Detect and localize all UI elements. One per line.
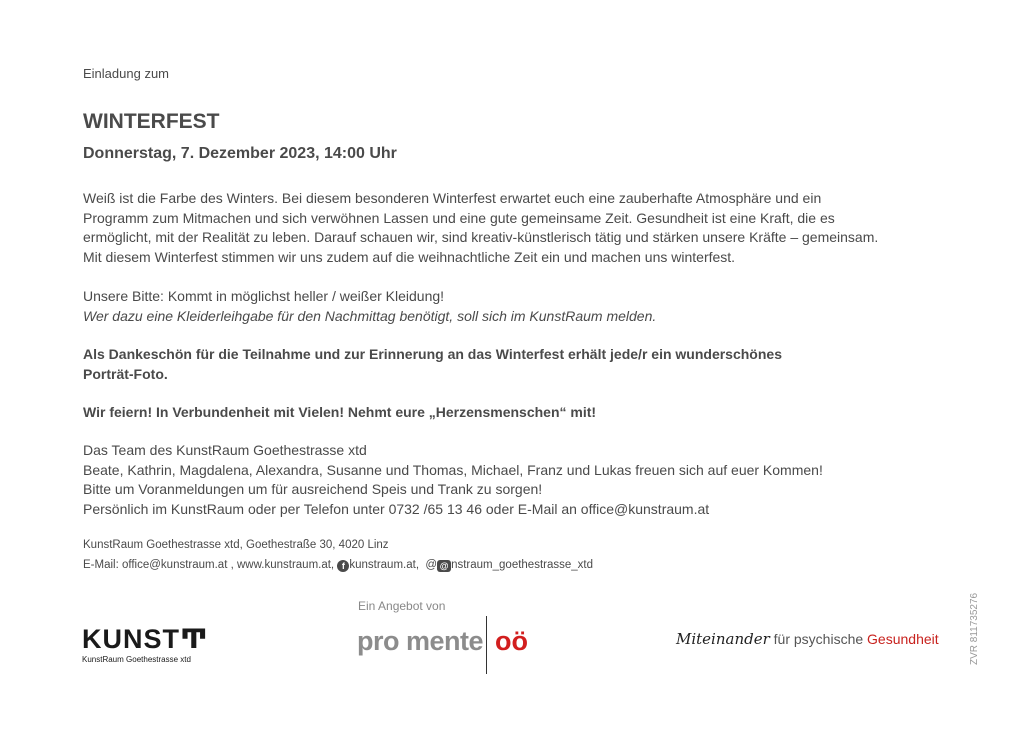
- instagram-handle[interactable]: nstraum_goethestrasse_xtd: [451, 559, 594, 571]
- team-paragraph: [83, 441, 823, 519]
- kunstraum-logo: [82, 624, 222, 664]
- description-line: Programm zum Mitmachen und sich verwöhnen Lassen und eine gute gemeinsame Zeit. Gesundheit ist eine Kraft, die es: [83, 209, 835, 226]
- promente-logo-text: pro mente: [357, 626, 484, 656]
- request-paragraph: [83, 287, 656, 326]
- team-line: Beate, Kathrin, Magdalena, Alexandra, Susanne und Thomas, Michael, Franz und Lukas freuen sich auf euer Kommen!: [83, 461, 823, 478]
- event-title: WINTERFEST: [83, 110, 220, 133]
- invitation-intro: Einladung zum: [83, 66, 169, 81]
- email-web-links[interactable]: E-Mail: office@kunstraum.at , www.kunstraum.at,: [83, 559, 335, 571]
- instagram-prefix: @: [425, 559, 438, 571]
- promente-divider: [486, 616, 487, 674]
- event-date: Donnerstag, 7. Dezember 2023, 14:00 Uhr: [83, 145, 397, 162]
- kunst-logo-word: KUNSTͲ: [82, 624, 209, 655]
- zvr-number: ZVR 811735276: [969, 592, 980, 665]
- team-line: Das Team des KunstRaum Goethestrasse xtd: [83, 442, 367, 458]
- thanks-line: Als Dankeschön für die Teilnahme und zur Erinnerung an das Winterfest erhält jede/r ein wunderschönes: [83, 346, 782, 362]
- kunst-logo-subtitle: KunstRaum Goethestrasse xtd: [82, 655, 191, 664]
- request-line: Unsere Bitte: Kommt in möglichst heller / weißer Kleidung!: [83, 288, 445, 304]
- request-note: Wer dazu eine Kleiderleihgabe für den Nachmittag benötigt, soll sich im KunstRaum melden.: [83, 307, 657, 324]
- miteinander-for: für psychische: [773, 631, 864, 647]
- miteinander-health: Gesundheit: [867, 631, 939, 647]
- description-line: ermöglicht, mit der Realität zu leben. Darauf schauen wir, sind kreativ-künstlerisch tätig und stärken unsere Kräfte – gemeinsam.: [83, 229, 879, 245]
- team-line: Bitte um Voranmeldungen um für ausreichend Speis und Trank zu sorgen!: [83, 481, 543, 497]
- facebook-icon: f: [337, 560, 349, 572]
- miteinander-word: Miteinander: [676, 630, 770, 648]
- promente-oo-text: oö: [495, 626, 528, 656]
- description-line: Weiß ist die Farbe des Winters. Bei diesem besonderen Winterfest erwartet euch eine zauberhafte Atmosphäre und ein: [83, 190, 822, 206]
- facebook-handle[interactable]: kunstraum.at,: [349, 559, 420, 571]
- kunst-logo-mark: Ͳ: [180, 624, 209, 655]
- description-paragraph: [83, 189, 878, 267]
- description-line: Mit diesem Winterfest stimmen wir uns zudem auf die weihnachtliche Zeit ein und machen uns winterfest.: [83, 248, 736, 265]
- postal-address: KunstRaum Goethestrasse xtd, Goethestraße 30, 4020 Linz: [83, 539, 389, 551]
- instagram-icon: @: [437, 560, 451, 572]
- offered-by-label: Ein Angebot von: [358, 599, 446, 613]
- thanks-paragraph: [83, 345, 782, 384]
- contact-links: [83, 559, 593, 572]
- thanks-line: Porträt-Foto.: [83, 365, 168, 382]
- miteinander-logo: [676, 630, 939, 648]
- celebrate-line: Wir feiern! In Verbundenheit mit Vielen! Nehmt eure „Herzensmenschen“ mit!: [83, 404, 597, 420]
- contact-line: Persönlich im KunstRaum oder per Telefon unter 0732 /65 13 46 oder E-Mail an office@kunstraum.at: [83, 500, 710, 517]
